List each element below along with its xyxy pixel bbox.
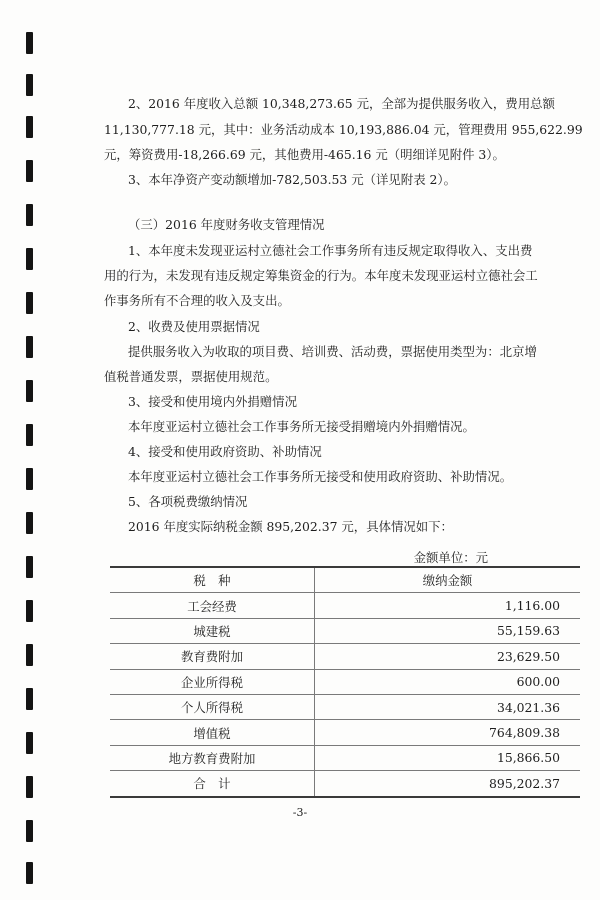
table-header-row bbox=[110, 567, 580, 593]
amount-cell: 600.00 bbox=[315, 669, 581, 694]
paragraph-line: 提供服务收入为收取的项目费、培训费、活动费，票据使用类型为：北京增 bbox=[128, 344, 537, 359]
table-row bbox=[110, 669, 580, 694]
tax-type-cell: 个人所得税 bbox=[110, 694, 315, 719]
table-row bbox=[110, 720, 580, 745]
subheading: 3、接受和使用境内外捐赠情况 bbox=[128, 394, 297, 409]
page-number: -3- bbox=[292, 806, 308, 819]
amount-cell: 764,809.38 bbox=[315, 720, 581, 745]
tax-payment-table bbox=[110, 566, 580, 798]
paragraph-line: 1、本年度未发现亚运村立德社会工作事务所有违反规定取得收入、支出费 bbox=[128, 243, 533, 258]
table-row bbox=[110, 644, 580, 669]
amount-cell: 23,629.50 bbox=[315, 644, 581, 669]
tax-type-cell: 工会经费 bbox=[110, 593, 315, 618]
total-amount-cell: 895,202.37 bbox=[315, 771, 581, 797]
subheading: 2、收费及使用票据情况 bbox=[128, 319, 260, 334]
table-row bbox=[110, 745, 580, 770]
total-label-cell: 合 计 bbox=[110, 771, 315, 797]
paragraph-line: 2016 年度实际纳税金额 895,202.37 元，具体情况如下： bbox=[128, 519, 453, 534]
column-header-amount: 缴纳金额 bbox=[315, 567, 581, 593]
paragraph-line: 本年度亚运村立德社会工作事务所无接受和使用政府资助、补助情况。 bbox=[128, 469, 513, 484]
subheading: 5、各项税费缴纳情况 bbox=[128, 494, 248, 509]
tax-type-cell: 增值税 bbox=[110, 720, 315, 745]
tax-type-cell: 企业所得税 bbox=[110, 669, 315, 694]
paragraph-line: 用的行为，未发现有违反规定筹集资金的行为。本年度未发现亚运村立德社会工 bbox=[104, 268, 538, 283]
amount-cell: 15,866.50 bbox=[315, 745, 581, 770]
paragraph-line: 元，筹资费用-18,266.69 元，其他费用-465.16 元（明细详见附件 3）。 bbox=[104, 147, 505, 162]
tax-type-cell: 教育费附加 bbox=[110, 644, 315, 669]
section-heading: （三）2016 年度财务收支管理情况 bbox=[128, 217, 325, 232]
amount-cell: 1,116.00 bbox=[315, 593, 581, 618]
paragraph-line: 3、本年净资产变动额增加-782,503.53 元（详见附表 2）。 bbox=[128, 172, 456, 187]
amount-unit-label: 金额单位：元 bbox=[413, 550, 488, 565]
amount-cell: 55,159.63 bbox=[315, 618, 581, 643]
tax-type-cell: 地方教育费附加 bbox=[110, 745, 315, 770]
table-total-row bbox=[110, 771, 580, 797]
paragraph-line: 本年度亚运村立德社会工作事务所无接受捐赠境内外捐赠情况。 bbox=[128, 419, 475, 434]
table-row bbox=[110, 593, 580, 618]
paragraph-line: 2、2016 年度收入总额 10,348,273.65 元，全部为提供服务收入，费用总额 bbox=[128, 96, 555, 111]
subheading: 4、接受和使用政府资助、补助情况 bbox=[128, 444, 322, 459]
table-row bbox=[110, 694, 580, 719]
paragraph-line: 值税普通发票，票据使用规范。 bbox=[104, 369, 278, 384]
paragraph-line: 11,130,777.18 元，其中：业务活动成本 10,193,886.04 元，管理费用 955,622.99 bbox=[104, 122, 583, 137]
tax-type-cell: 城建税 bbox=[110, 618, 315, 643]
column-header-tax-type: 税 种 bbox=[110, 567, 315, 593]
table-row bbox=[110, 618, 580, 643]
paragraph-line: 作事务所有不合理的收入及支出。 bbox=[104, 293, 290, 308]
amount-cell: 34,021.36 bbox=[315, 694, 581, 719]
